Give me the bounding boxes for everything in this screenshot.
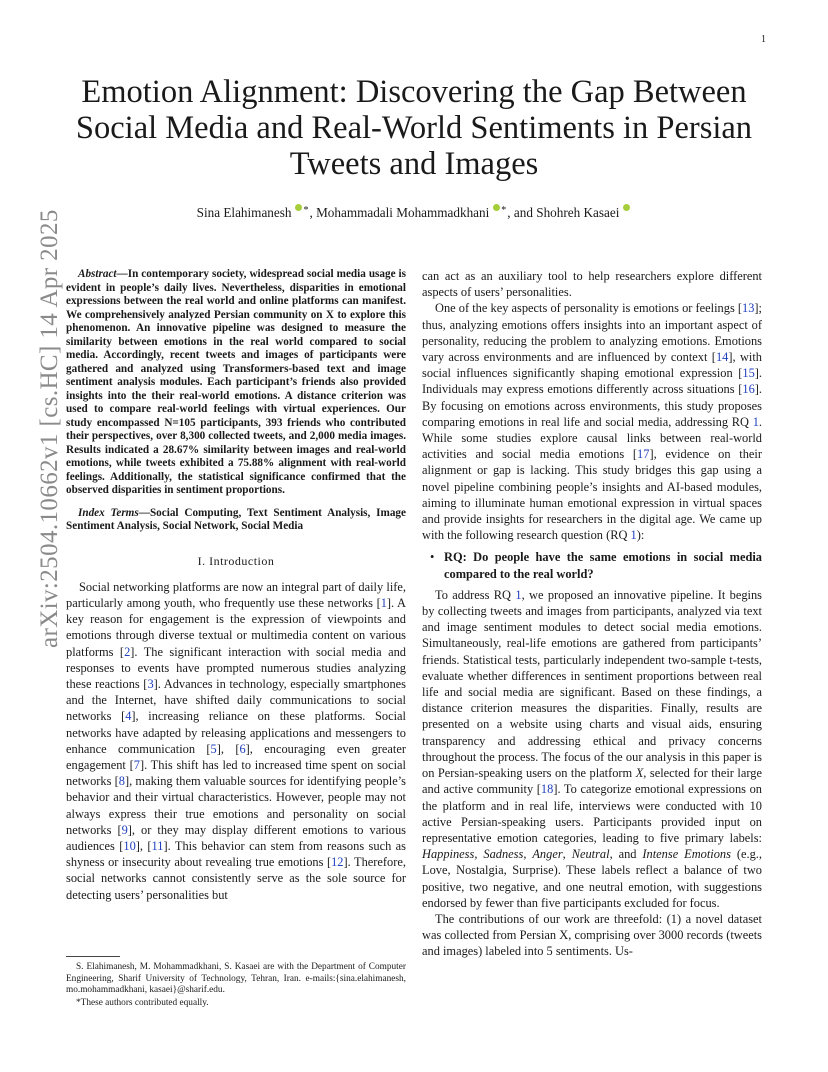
right-paragraph-pipeline <box>422 587 762 911</box>
emphasis-text: Anger <box>532 847 563 862</box>
citation-link[interactable]: 4 <box>125 709 132 724</box>
equal-contribution-mark: * <box>303 205 309 216</box>
citation-link[interactable]: 1 <box>515 587 522 602</box>
section-heading-introduction: I. Introduction <box>197 553 275 568</box>
paragraph-text: ]. Individuals may express emotions differently across situations [ <box>422 366 762 397</box>
right-paragraph-continuation <box>422 268 762 300</box>
research-question-text: RQ: Do people have the same emotions in social media compared to the real world? <box>444 550 762 581</box>
paragraph-text: , we proposed an innovative pipeline. It begins by collecting tweets and images from participants, analyzed via text and image sentiment modules to detect social media emotions. Simultaneously, real-life emotions are gathered from participants’ friends. Statistical tests, particularly independent two-sample t-tests, evaluate whether differences in sentiment proportions between real life and social media are significant. Based on these findings, a distance criterion measures the disparities. Finally, results are presented on a website using charts and visual aids, ensuring transparency and addressing ethical and privacy concerns throughout the process. The focus of the our analysis in this paper is on Persian-speaking users on the platform <box>422 587 762 781</box>
intro-paragraph <box>66 579 406 903</box>
paragraph-text: The contributions of our work are threefold: (1) a novel dataset was collected from Persian X, comprising over 3000 records (tweets and images) labeled into 5 sentiments. Us- <box>422 911 762 959</box>
citation-link[interactable]: 1 <box>380 595 387 610</box>
paragraph-text: ]. A key reason for engagement is the expression of viewpoints and emotions through diverse textual or multimedia content on various platforms [ <box>66 595 406 659</box>
research-question-list <box>422 549 762 581</box>
emphasis-text: X <box>635 766 644 781</box>
citation-link[interactable]: 16 <box>742 382 755 397</box>
author-name: Shohreh Kasaei <box>536 205 620 220</box>
abstract-text: —In contemporary society, widespread social media usage is evident in people’s daily lives. Nevertheless, disparities in emotional expressions between the real world and online platforms can manifest. We comprehensively analyzed Persian community on X to explore this phenomenon. An innovative pipeline was designed to measure the similarity between emotions in the real world compared to social media. Accordingly, recent tweets and images of participants were gathered and analyzed using Transformers-based text and image sentiment analysis modules. Each participant’s friends also provided insights into the their real-world emotions. A distance criterion was used to compare real-world feelings with virtual experiences. Our study encompassed N=105 participants, 393 friends who contributed their perspectives, over 8,300 collected tweets, and 2,000 media images. Results indicated a 28.67% similarity between images and real-world emotions, while tweets exhibited a 75.88% alignment with real-world feelings. Additionally, the statistical significance confirmed that the observed disparities in sentiment proportions. <box>66 268 406 496</box>
emphasis-text: Intense Emotions <box>642 847 731 862</box>
paragraph-text: ]. To categorize emotional expressions on the platform and in real life, interviews were conducted with 10 active Persian-speaking users. Participants provided input on representative emotion categories, leading to five primary labels: <box>422 782 762 845</box>
paragraph-text: ]; thus, analyzing emotions offers insights into an important aspect of personality, reducing the problem to analyzing emotions. Emotions vary across environments and are influenced by context [ <box>422 301 762 365</box>
left-column <box>66 268 406 903</box>
emphasis-text: Sadness <box>483 847 524 862</box>
paragraph-text: ], [ <box>135 838 152 853</box>
citation-link[interactable]: 5 <box>210 741 217 756</box>
citation-link[interactable]: 1 <box>630 528 637 543</box>
arxiv-identifier: arXiv:2504.10662v1 [cs.HC] 14 Apr 2025 <box>36 209 63 648</box>
citation-link[interactable]: 2 <box>124 644 131 659</box>
right-column <box>422 268 762 960</box>
citation-link[interactable]: 12 <box>331 855 344 870</box>
paragraph-text: , and <box>609 847 643 862</box>
citation-link[interactable]: 10 <box>123 838 136 853</box>
abstract <box>66 268 406 498</box>
citation-link[interactable]: 11 <box>151 838 164 853</box>
paragraph-text: . While some studies explore causal links between real-world activities and social media emotions [ <box>422 414 762 462</box>
author-separator: , <box>309 205 317 220</box>
citation-link[interactable]: 8 <box>118 774 125 789</box>
paragraph-text: ], or they may display different emotions to various audiences [ <box>66 822 406 853</box>
citation-link[interactable]: 13 <box>742 301 755 316</box>
citation-link[interactable]: 6 <box>239 741 246 756</box>
author-name: Sina Elahimanesh <box>196 205 292 220</box>
citation-link[interactable]: 18 <box>540 782 554 797</box>
author-list <box>60 204 768 221</box>
citation-link[interactable]: 17 <box>637 447 650 462</box>
right-paragraph-emotions <box>422 300 762 543</box>
citation-link[interactable]: 3 <box>147 676 154 691</box>
right-paragraph-contributions <box>422 911 762 960</box>
paragraph-text: One of the key aspects of personality is emotions or feelings [ <box>435 301 743 316</box>
paragraph-text: ]. This behavior can stem from reasons such as shyness or insecurity about revealing true emotions [ <box>66 838 406 870</box>
page-number: 1 <box>761 34 766 45</box>
paragraph-text: ]. Therefore, social networks cannot consistently serve as the sole source for detecting users’ personalities but <box>66 855 406 902</box>
index-terms <box>66 507 406 534</box>
footnote-affiliation: S. Elahimanesh, M. Mohammadkhani, S. Kasaei are with the Department of Computer Engineering, Sharif University of Technology, Tehran, Iran. e-mails:{sina.elahimanesh, mo.mohammadkhani, kasaei}@sharif.edu. <box>66 962 406 996</box>
bullet-icon: • <box>430 550 435 565</box>
citation-link[interactable]: 1 <box>752 414 759 429</box>
paragraph-text: ], evidence on their alignment or gap is lacking. This study bridges this gap using a novel pipeline combining people’s insights and AI-based modules, aiming to illuminate human emotional expression in virtual spaces and provide insights for researchers in the digital age. We came up with the following research question (RQ <box>422 447 762 543</box>
citation-link[interactable]: 14 <box>715 350 729 365</box>
emphasis-text: Happiness <box>422 847 475 862</box>
index-terms-text: —Social Computing, Text Sentiment Analysis, Image Sentiment Analysis, Social Network, Social Media <box>66 506 406 532</box>
paragraph-text: ]. By focusing on emotions across environments, this study proposes comparing emotions in real life and social media, addressing RQ <box>422 382 762 429</box>
paragraph-text: , <box>562 847 572 862</box>
citation-link[interactable]: 9 <box>121 822 128 837</box>
paragraph-text: , selected for their large and active community [ <box>422 766 762 797</box>
orcid-icon[interactable] <box>623 204 630 211</box>
citation-link[interactable]: 7 <box>133 757 140 772</box>
paragraph-text: ], increasing reliance on these platforms. Social networks have adapted by releasing applications and messengers to enhance communication [ <box>66 709 406 756</box>
citation-link[interactable]: 15 <box>742 366 755 381</box>
research-question <box>422 549 762 581</box>
paragraph-text: Social networking platforms are now an integral part of daily life, particularly among youth, who frequently use these networks [ <box>66 579 406 610</box>
paragraph-text: ], making them valuable sources for identifying people’s behavior and their virtual characteristics. However, people may not always express their true emotions and personality on social networks [ <box>66 774 406 837</box>
author-separator: , and <box>507 205 537 220</box>
paragraph-text: ]. This shift has led to increased time spent on social networks [ <box>66 757 406 789</box>
paper-title: Emotion Alignment: Discovering the Gap Between Social Media and Real-World Sentiments in Persian Tweets and Images <box>75 74 753 182</box>
orcid-icon[interactable] <box>295 204 302 211</box>
paragraph-text: ]. The significant interaction with social media and responses to events have prompted numerous studies analyzing these reactions [ <box>66 644 406 691</box>
equal-contribution-mark: * <box>501 205 507 216</box>
paragraph-text: ]. Advances in technology, especially smartphones and the Internet, have shifted daily communications to social networks [ <box>66 676 406 724</box>
paragraph-text: , <box>474 847 484 862</box>
paragraph-text: ): <box>636 528 645 543</box>
paragraph-text: ], [ <box>216 741 240 756</box>
footnote-equal-contribution: *These authors contributed equally. <box>76 998 209 1009</box>
paragraph-text: (e.g., Love, Nostalgia, Surprise). These labels reflect a balance of two positive, two negative, and one neutral emotion, with suggestions endorsed by fewer than five participants excluded for focus. <box>422 847 763 910</box>
paragraph-text: can act as an auxiliary tool to help researchers explore different aspects of users’ personalities. <box>422 269 762 300</box>
footnote-rule <box>66 956 120 957</box>
index-terms-label: Index Terms <box>78 506 139 519</box>
footnotes <box>66 962 406 1010</box>
orcid-icon[interactable] <box>493 204 500 211</box>
paragraph-text: To address RQ <box>435 587 516 602</box>
paragraph-text: ], encouraging even greater engagement [ <box>66 741 406 772</box>
abstract-label: Abstract <box>78 268 117 280</box>
paragraph-text: ], with social influences significantly shaping emotional expression [ <box>422 350 762 381</box>
author-name: Mohammadali Mohammadkhani <box>316 205 490 220</box>
emphasis-text: Neutral <box>571 847 610 862</box>
paragraph-text: , <box>523 847 533 862</box>
